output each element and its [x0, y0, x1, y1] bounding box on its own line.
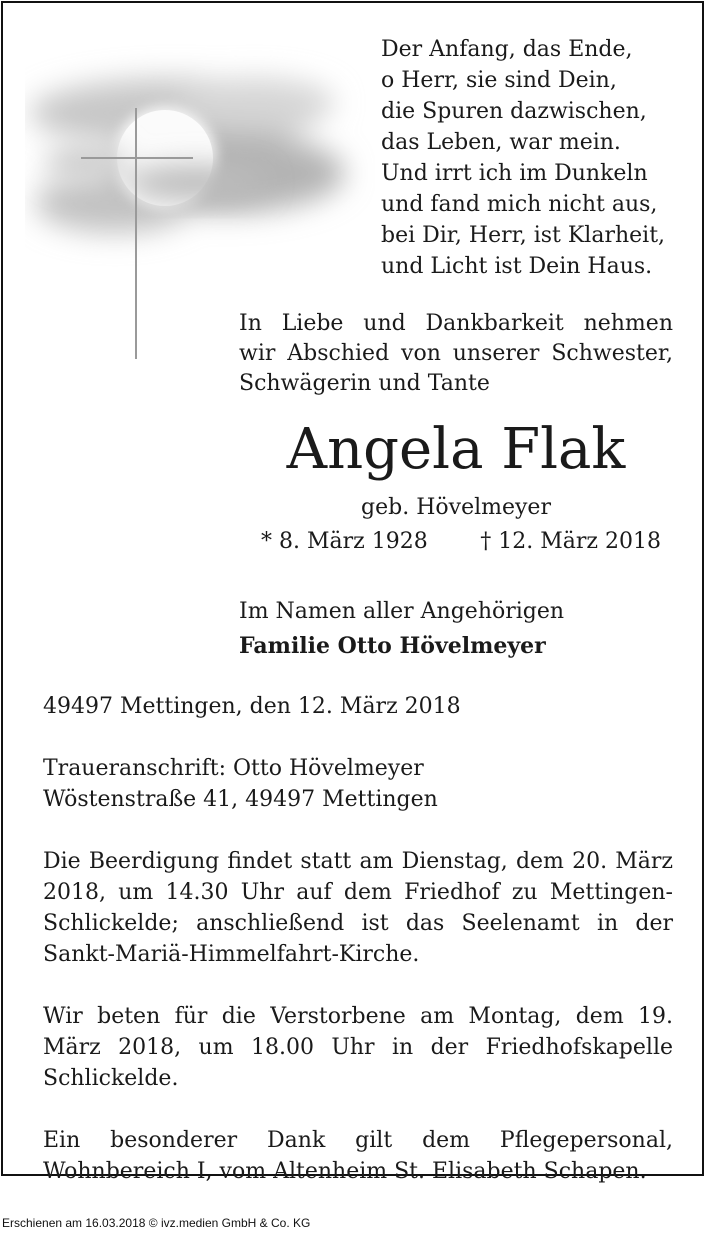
intro-line: Schwägerin und Tante: [239, 371, 490, 396]
poem-line: Der Anfang, das Ende,: [381, 37, 633, 62]
on-behalf-line: Im Namen aller Angehörigen: [239, 599, 565, 624]
intro-word: unserer: [452, 341, 540, 366]
notice-body: [43, 691, 673, 1187]
birth-name: geb. Hövelmeyer: [361, 495, 551, 520]
poem-line: das Leben, war mein.: [381, 130, 621, 155]
intro-word: und: [363, 311, 406, 336]
poem-line: und Licht ist Dein Haus.: [381, 254, 653, 279]
poem-line: Und irrt ich im Dunkeln: [381, 161, 648, 186]
poem-line: und fand mich nicht aus,: [381, 192, 658, 217]
family-name: Familie Otto Hövelmeyer: [239, 633, 546, 659]
poem-line: o Herr, sie sind Dein,: [381, 68, 617, 93]
notice-frame: [1, 1, 704, 1184]
poem-line: bei Dir, Herr, ist Klarheit,: [381, 223, 666, 248]
intro-word: In: [239, 311, 262, 336]
intro-text: [239, 309, 673, 399]
intro-word: wir: [239, 341, 276, 366]
poem-line: die Spuren dazwischen,: [381, 99, 647, 124]
funeral-info: Die Beerdigung findet statt am Dienstag, dem 20. März 2018, um 14.30 Uhr auf dem Friedhof zu Mettingen-Schlickelde; anschließend ist das Seelenamt in der Sankt-Mariä-Himmelfahrt-Kirche.: [43, 849, 673, 967]
signature: [239, 595, 564, 663]
intro-word: Abschied: [287, 341, 390, 366]
birth-date: * 8. März 1928: [261, 529, 428, 554]
poem: [381, 34, 681, 282]
intro-word: Schwester,: [551, 341, 673, 366]
intro-word: Dankbarkeit: [425, 311, 564, 336]
prayer-info: Wir beten für die Verstorbene am Montag, dem 19. März 2018, um 18.00 Uhr in der Friedhofskapelle Schlickelde.: [43, 1004, 673, 1091]
death-date: † 12. März 2018: [480, 529, 661, 554]
deceased-name: Angela Flak: [286, 417, 626, 482]
intro-word: nehmen: [583, 311, 673, 336]
publication-footer: Erschienen am 16.03.2018 © ivz.medien GmbH & Co. KG: [2, 1216, 311, 1230]
place-date: 49497 Mettingen, den 12. März 2018: [43, 694, 461, 719]
intro-word: Liebe: [281, 311, 344, 336]
thanks-text: Ein besonderer Dank gilt dem Pflegepersonal, Wohnbereich I, vom Altenheim St. Elisabeth Schapen.: [43, 1128, 673, 1184]
intro-line: [239, 339, 673, 369]
intro-word: von: [401, 341, 441, 366]
address-line-1: Traueranschrift: Otto Hövelmeyer: [43, 756, 424, 781]
intro-line: [239, 309, 673, 339]
address-line-2: Wöstenstraße 41, 49497 Mettingen: [43, 787, 438, 812]
life-dates: [261, 527, 661, 557]
